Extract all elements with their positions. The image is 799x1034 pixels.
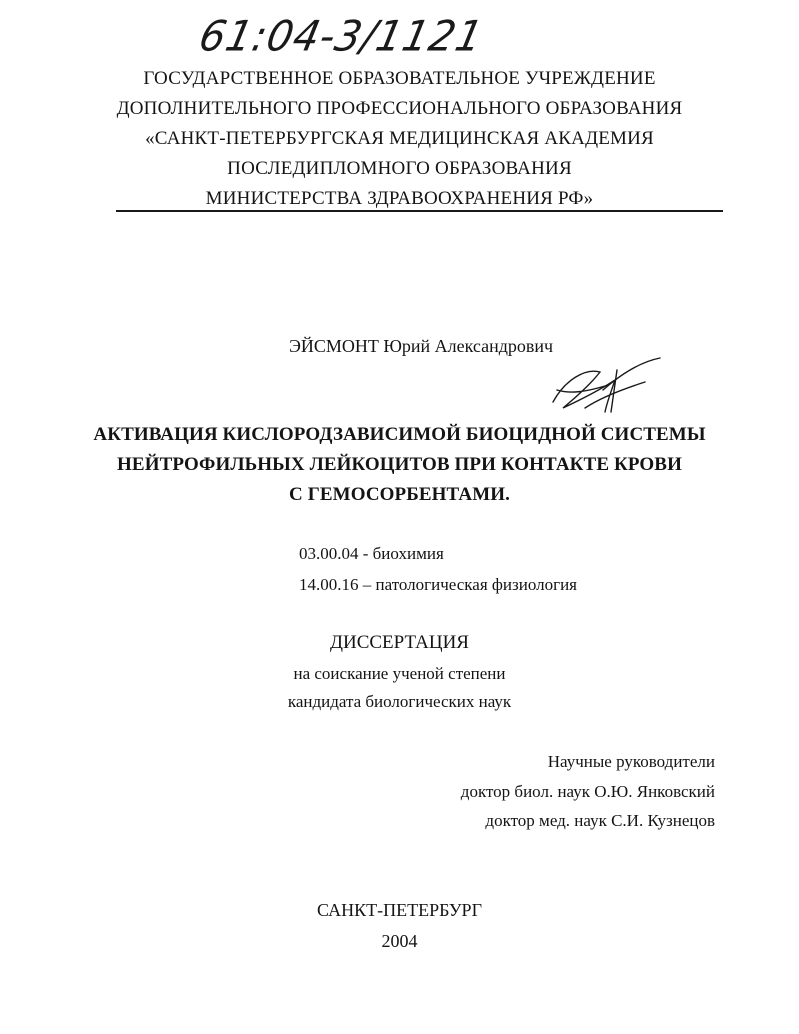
supervisors-heading: Научные руководители xyxy=(547,752,715,771)
supervisor-2: доктор мед. наук С.И. Кузнецов xyxy=(485,811,715,830)
institution-line-2: ДОПОЛНИТЕЛЬНОГО ПРОФЕССИОНАЛЬНОГО ОБРАЗОВАНИЯ xyxy=(116,98,683,119)
header-divider xyxy=(116,210,723,212)
supervisor-1: доктор биол. наук О.Ю. Янковский xyxy=(460,782,715,801)
thesis-title-line-3: С ГЕМОСОРБЕНТАМИ. xyxy=(289,484,510,505)
dissertation-degree-line-1: на соискание ученой степени xyxy=(293,664,506,683)
archive-handwritten-mark: 61:04-3/1121 xyxy=(194,12,488,62)
year: 2004 xyxy=(381,931,418,951)
dissertation-heading: ДИССЕРТАЦИЯ xyxy=(330,632,469,653)
institution-line-4: ПОСЛЕДИПЛОМНОГО ОБРАЗОВАНИЯ xyxy=(227,158,572,179)
institution-line-3: «САНКТ-ПЕТЕРБУРГСКАЯ МЕДИЦИНСКАЯ АКАДЕМИЯ xyxy=(145,128,654,149)
dissertation-degree-line-2: кандидата биологических наук xyxy=(287,692,512,711)
specialty-code-2: 14.00.16 – патологическая физиология xyxy=(299,575,577,594)
thesis-title-line-1: АКТИВАЦИЯ КИСЛОРОДЗАВИСИМОЙ БИОЦИДНОЙ СИСТЕМЫ xyxy=(93,424,706,445)
institution-line-1: ГОСУДАРСТВЕННОЕ ОБРАЗОВАТЕЛЬНОЕ УЧРЕЖДЕНИЕ xyxy=(143,68,656,89)
author-signature xyxy=(545,350,665,420)
thesis-title-line-2: НЕЙТРОФИЛЬНЫХ ЛЕЙКОЦИТОВ ПРИ КОНТАКТЕ КРОВИ xyxy=(117,454,682,475)
city: САНКТ-ПЕТЕРБУРГ xyxy=(317,900,482,920)
author-name: ЭЙСМОНТ Юрий Александрович xyxy=(289,336,554,356)
specialty-code-1: 03.00.04 - биохимия xyxy=(299,544,444,563)
institution-line-5: МИНИСТЕРСТВА ЗДРАВООХРАНЕНИЯ РФ» xyxy=(205,188,594,209)
